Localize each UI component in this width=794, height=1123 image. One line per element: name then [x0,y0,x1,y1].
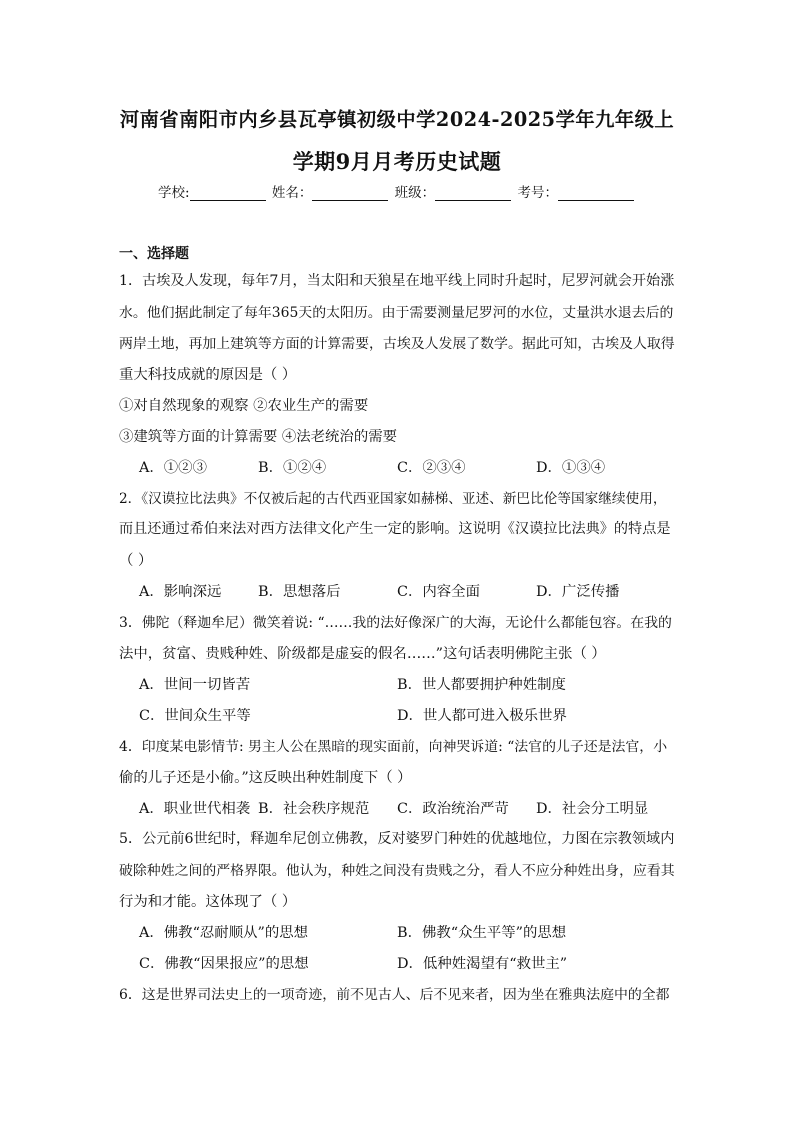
q5-line-1: 5．公元前6世纪时，释迦牟尼创立佛教，反对婆罗门种姓的优越地位，力图在宗教领域内 [119,831,675,847]
q3-line-1: 3．佛陀（释迦牟尼）微笑着说: “……我的法好像深广的大海，无论什么都能包容。在我的 [119,615,672,631]
q4-line-1: 4．印度某电影情节: 男主人公在黑暗的现实面前，向神哭诉道: “法官的儿子还是法官，小 [119,739,668,755]
q1-line-3: 两岸土地，再加上建筑等方面的计算需要，古埃及人发展了数学。据此可知，古埃及人取得 [119,336,675,352]
school-blank[interactable] [190,186,266,201]
q4-option-c: C．政治统治严苛 [397,801,509,817]
exam-number-label: 考号： [517,185,558,201]
exam-title-line-2: 学期9月月考历史试题 [292,149,502,174]
section-heading: 一、选择题 [119,246,189,262]
q6-line-1: 6．这是世界司法史上的一项奇迹，前不见古人、后不见来者，因为坐在雅典法庭中的全都 [119,987,670,1003]
q3-option-d: D．世人都可进入极乐世界 [397,708,567,724]
q5-option-a: A．佛教“忍耐顺从”的思想 [139,925,309,941]
q4-option-a: A．职业世代相袭 [139,801,251,817]
q3-option-a: A．世间一切皆苦 [139,677,251,693]
q4-line-2: 偷的儿子还是小偷。”这反映出种姓制度下（ ） [119,770,412,786]
student-info-row [0,181,794,201]
name-blank[interactable] [312,186,388,201]
q1-choice-line-1: ①对自然现象的观察 ②农业生产的需要 [119,398,369,414]
q1-option-a: A．①②③ [139,460,207,476]
q2-option-d: D．广泛传播 [536,584,620,600]
q3-option-b: B．世人都要拥护种姓制度 [397,677,566,693]
q3-option-c: C．世间众生平等 [139,708,251,724]
q1-line-1: 1．古埃及人发现，每年7月，当太阳和天狼星在地平线上同时升起时，尼罗河就会开始涨 [119,273,675,289]
exam-title-line-1: 河南省南阳市内乡县瓦亭镇初级中学2024-2025学年九年级上 [119,108,675,131]
q5-line-3: 行为和才能。这体现了（ ） [119,894,297,910]
q1-option-c: C．②③④ [397,460,466,476]
q2-option-b: B．思想落后 [258,584,341,600]
q2-option-c: C．内容全面 [397,584,480,600]
name-label: 姓名： [271,185,313,201]
q5-option-d: D．低种姓渴望有“救世主” [397,956,568,972]
q2-line-3: （ ） [119,553,153,569]
q2-line-2: 而且还通过希伯来法对西方法律文化产生一定的影响。这说明《汉谟拉比法典》的特点是 [119,521,671,537]
class-label: 班级： [394,185,436,201]
q5-line-2: 破除种姓之间的严格界限。他认为，种姓之间没有贵贱之分，看人不应分种姓出身，应看其 [119,863,675,879]
q4-option-b: B．社会秩序规范 [258,801,370,817]
q4-option-d: D．社会分工明显 [536,801,649,817]
school-label: 学校: [158,185,190,201]
class-blank[interactable] [435,186,511,201]
q3-line-2: 法中，贫富、贵贱种姓、阶级都是虚妄的假名……”这句话表明佛陀主张（ ） [119,646,606,662]
q1-option-d: D．①③④ [536,460,606,476]
q1-line-4: 重大科技成就的原因是（ ） [119,367,297,383]
q1-line-2: 水。他们据此制定了每年365天的太阳历。由于需要测量尼罗河的水位，丈量洪水退去后的 [119,305,674,321]
exam-number-blank[interactable] [558,186,634,201]
q1-option-b: B．①②④ [258,460,327,476]
q5-option-c: C．佛教“因果报应”的思想 [139,956,309,972]
q1-choice-line-2: ③建筑等方面的计算需要 ④法老统治的需要 [119,429,397,445]
q5-option-b: B．佛教“众生平等”的思想 [397,925,567,941]
q2-option-a: A．影响深远 [139,584,222,600]
q2-line-1: 2．《汉谟拉比法典》不仅被后起的古代西亚国家如赫梯、亚述、新巴比伦等国家继续使用， [119,491,667,507]
